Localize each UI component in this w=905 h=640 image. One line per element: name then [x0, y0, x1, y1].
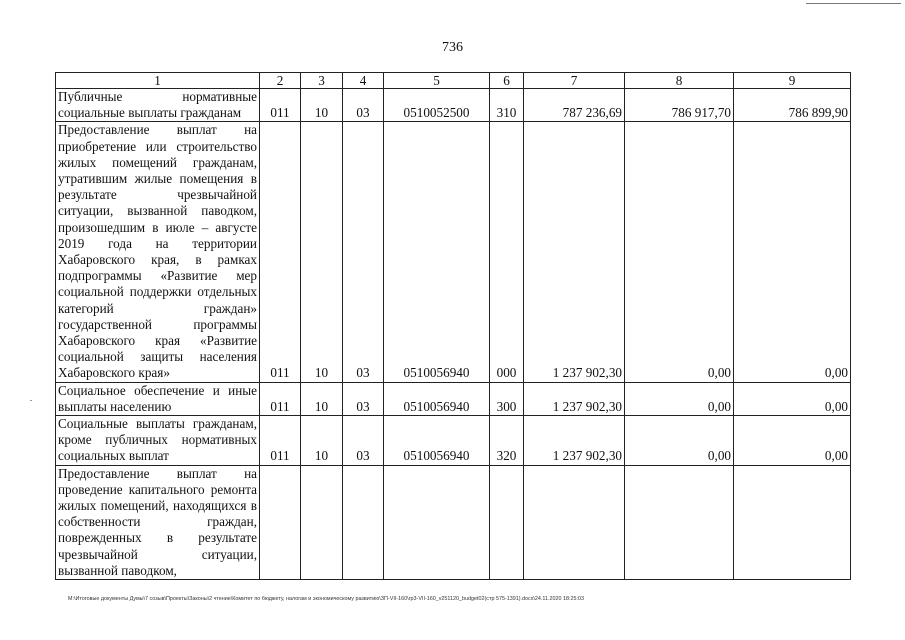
cell-expense-type: 000	[490, 122, 524, 382]
cell-section: 10	[301, 416, 343, 466]
cell-subsection: 03	[343, 89, 384, 122]
cell-amount-col9: 0,00	[734, 416, 851, 466]
cell-ministry-code: 011	[260, 89, 301, 122]
cell-expense-type	[490, 465, 524, 579]
table-row	[56, 382, 851, 415]
header-col-5: 5	[384, 73, 490, 89]
table-row	[56, 465, 851, 579]
row-name: Предоставление выплат на проведение капитального ремонта жилых помещений, находящихся в собственности граждан, поврежденных в результате чрезвычайной ситуации, вызванной паводком,	[56, 465, 260, 579]
file-path-footer: M:\Итоговые документы Думы\7 созыв\Проекты\Законы\2 чтение\Комитет по бюджету, налогам и экономическому развитию\ЗП-VII-160\гр3-VII-160_v251120_budget02(стр 575-1391).docx\24.11.2020 18:25:03	[68, 596, 584, 602]
cell-section: 10	[301, 382, 343, 415]
row-name: Предоставление выплат на приобретение или строительство жилых помещений гражданам, утратившим жилые помещения в результате чрезвычайной ситуации, вызванной паводком, произошедшим в июле – августе 2019 года на территории Хабаровского края, в рамках подпрограммы «Развитие мер социальной поддержки отдельных категорий граждан» государственной программы Хабаровского края «Развитие социальной защиты населения Хабаровского края»	[56, 122, 260, 382]
cell-amount-col9	[734, 465, 851, 579]
header-row	[56, 73, 851, 89]
cell-amount-col8: 786 917,70	[625, 89, 734, 122]
cell-target-article: 0510056940	[384, 382, 490, 415]
header-col-8: 8	[625, 73, 734, 89]
cell-section	[301, 465, 343, 579]
table-row	[56, 89, 851, 122]
cell-ministry-code	[260, 465, 301, 579]
cell-target-article: 0510056940	[384, 416, 490, 466]
header-col-3: 3	[301, 73, 343, 89]
cell-expense-type: 300	[490, 382, 524, 415]
row-name: Социальное обеспечение и иные выплаты населению	[56, 382, 260, 415]
cell-amount-col8: 0,00	[625, 122, 734, 382]
cell-ministry-code: 011	[260, 382, 301, 415]
cell-amount-col8	[625, 465, 734, 579]
header-col-4: 4	[343, 73, 384, 89]
table-row	[56, 122, 851, 382]
cell-amount-col8: 0,00	[625, 382, 734, 415]
cell-ministry-code: 011	[260, 122, 301, 382]
cell-amount-col7: 1 237 902,30	[524, 122, 625, 382]
cell-subsection: 03	[343, 122, 384, 382]
budget-table	[55, 72, 851, 580]
scan-speck	[30, 400, 32, 401]
page-number: 736	[442, 40, 463, 55]
top-edge-line	[806, 3, 901, 4]
table-row	[56, 416, 851, 466]
cell-amount-col9: 786 899,90	[734, 89, 851, 122]
cell-target-article: 0510052500	[384, 89, 490, 122]
header-col-6: 6	[490, 73, 524, 89]
cell-ministry-code: 011	[260, 416, 301, 466]
header-col-9: 9	[734, 73, 851, 89]
header-col-2: 2	[260, 73, 301, 89]
cell-expense-type: 320	[490, 416, 524, 466]
cell-target-article: 0510056940	[384, 122, 490, 382]
cell-amount-col9: 0,00	[734, 382, 851, 415]
cell-amount-col7: 1 237 902,30	[524, 416, 625, 466]
cell-amount-col7: 787 236,69	[524, 89, 625, 122]
row-name: Социальные выплаты гражданам, кроме публичных нормативных социальных выплат	[56, 416, 260, 466]
cell-amount-col8: 0,00	[625, 416, 734, 466]
cell-target-article	[384, 465, 490, 579]
cell-section: 10	[301, 122, 343, 382]
cell-subsection: 03	[343, 382, 384, 415]
cell-expense-type: 310	[490, 89, 524, 122]
header-col-7: 7	[524, 73, 625, 89]
cell-amount-col9: 0,00	[734, 122, 851, 382]
header-col-1: 1	[56, 73, 260, 89]
cell-section: 10	[301, 89, 343, 122]
cell-subsection	[343, 465, 384, 579]
cell-amount-col7: 1 237 902,30	[524, 382, 625, 415]
cell-subsection: 03	[343, 416, 384, 466]
row-name: Публичные нормативные социальные выплаты гражданам	[56, 89, 260, 122]
cell-amount-col7	[524, 465, 625, 579]
